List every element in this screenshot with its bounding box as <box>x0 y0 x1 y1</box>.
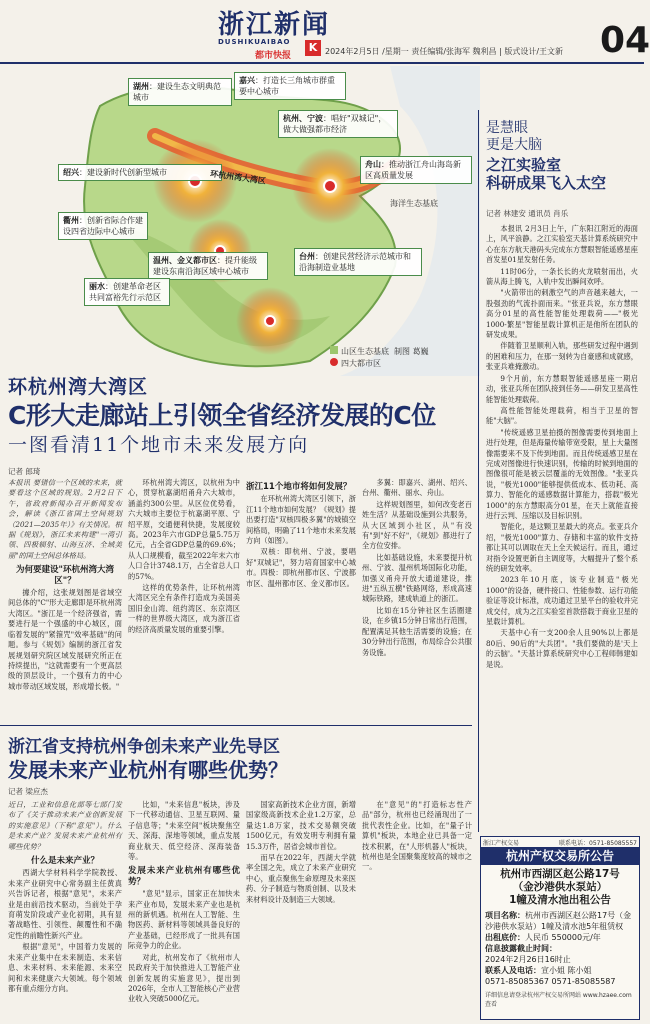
second-col-2 <box>128 800 240 1020</box>
second-paragraph: 西湖大学材料科学学院教授、未来产业研究中心常务副主任黄真兴告诉记者，根据"意见"，未来产业是由前沿技术驱动，当前处于孕育萌发阶段或产业化初期，具有显著战略性、引领性、颠覆性和不确定性的前瞻性新兴产业。 <box>8 868 122 940</box>
main-question-2: 浙江11个地市将如何发展？ <box>246 482 352 492</box>
column-separator <box>478 110 479 832</box>
node-ningbo <box>324 180 336 192</box>
notice-project: 项目名称：杭州市西湖区赵公路17号（金沙港供水泵站）1幢及清水池5年租赁权 <box>485 911 632 931</box>
notice-price: 出租底价：人民币 550000元/年 <box>485 933 601 942</box>
second-paragraph: 根据"意见"，中国着力发展的未来产业集中在未来制造、未来信息、未来材料、未来能源、未来空间和未来健康六大领域。每个领域都有重点细分方向。 <box>8 942 122 993</box>
main-paragraph: 在环杭州湾大湾区引领下，浙江11个地市如何发展？《规划》提出要打造"双核四极多翼"的城镇空间格局，明确了11个地市未来发展方向（如图）。 <box>246 494 356 546</box>
second-question-1: 什么是未来产业？ <box>30 856 99 867</box>
notice-address: 杭州市西湖区赵公路17号 （金沙港供水泵站） 1幢及清水池出租公告 <box>500 868 620 906</box>
main-subhead: 一图看清11个地市未来发展方向 <box>8 434 310 456</box>
main-col-3 <box>246 478 356 722</box>
second-kicker: 浙江省支持杭州争创未来产业先导区 <box>8 737 280 757</box>
callout-taizhou: 台州：创建民营经济示范城市和沿海制造业基地 <box>294 248 422 276</box>
property-exchange-notice <box>480 836 640 1020</box>
brand-logo-icon: K <box>305 40 321 56</box>
masthead <box>0 0 650 66</box>
second-col-4 <box>362 800 472 1020</box>
notice-body <box>481 907 639 990</box>
zhejiang-map <box>60 66 480 376</box>
main-headline: C形大走廊站上引领全省经济发展的C位 <box>8 401 436 430</box>
notice-contact: 联系人及电话：宣小姐 陈小姐 <box>485 966 592 975</box>
right-byline: 记者 林建安 通讯员 肖乐 <box>486 209 569 218</box>
main-paragraph: 多翼：即嘉兴、湖州、绍兴、台州、衢州、丽水、舟山。 <box>362 478 472 498</box>
main-col-4 <box>362 478 472 722</box>
right-kicker: 是慧眼 更是大脑 <box>486 120 542 153</box>
main-paragraph: 这样的优势条件，让环杭州湾大湾区完全有条件打造成为美国美国旧金山湾、纽约湾区、东京湾区一样的世界级大湾区，成为浙江省的经济高质量发展的重要引擎。 <box>128 583 240 634</box>
callout-wenzhou-jinyi: 温州、金义都市区：提升能级建设东南沿海区域中心城市 <box>148 252 268 280</box>
right-paragraph: 9个月前，东方慧眼智能遥感星座一期启动，张亚兵所在团队接到任务——研发卫星高性能智能处理载荷。 <box>486 373 638 404</box>
right-paragraph: "火箭带出的刺激空气的声音越来越大，一股强劲的气流扑面而来。"张亚兵说，东方慧眼高分01星的高性能智能处理载荷——"极光1000-繁星"智能星载计算机正是他所在团队的研发成果。 <box>486 288 638 340</box>
legend-eco-swatch-icon <box>330 346 338 354</box>
notice-phones: 0571-85085367 0571-85085587 <box>485 977 616 986</box>
second-lead: 近日，工业和信息化部等七部门发布了《关于推动未来产业创新发展的实施意见》（下称"意见"）。什么是未来产业？发展未来产业杭州有哪些优势？ <box>8 800 122 851</box>
section-divider <box>0 725 472 726</box>
legend-metro-dot-icon <box>330 358 338 366</box>
callout-zhoushan: 舟山：推动浙江舟山海岛新区高质量发展 <box>360 156 472 184</box>
ocean-belt-label: 海洋生态基底 <box>390 199 438 208</box>
right-paragraph: 本报讯 2月3日上午，广东阳江附近的海面上，风平浪静。之江实验室天基计算系统研究中心在东方航天港码头完成东方慧眼智能遥感星座首发星01星发射任务。 <box>486 224 638 265</box>
legend-eco: 山区生态基底 <box>330 346 389 357</box>
second-col-1 <box>8 800 122 1020</box>
main-lead: 本报讯 要错信一个区域的未来，就要看这个区域的规划。2月2日下午，省政府新闻办召开新闻发布会，解读《浙江省国土空间规划（2021—2035年）》有关情况。根据《规划》，浙江未来构建"一湾引领、四极辐射、山海互济、全域美丽"的国土空间总体格局。 <box>8 478 122 560</box>
callout-hangzhou-ningbo: 杭州、宁波：唱好"双城记"，做大做强都市经济 <box>278 110 398 138</box>
main-col-1 <box>8 478 122 722</box>
second-paragraph: 在"意见"的"打造标志性产品"部分，杭州也已经涌现出了一批代表性企业。比如，在"量子计算机"板块，本地企业已具备一定技术积累，在"人形机器人"板块，杭州也是全国聚集度较高的城市之一。 <box>362 800 472 872</box>
callout-quzhou: 衢州：创新省际合作建设四省边际中心城市 <box>58 212 148 240</box>
main-paragraph: 这样规划图里，如何改变老百姓生活？从基础设施到公共服务，从大区域到小社区，从"有没有"到"好不好"，《规划》都进行了全方位安排。 <box>362 499 472 551</box>
legend-metro: 四大都市区 <box>330 358 381 369</box>
right-paragraph: 2023年10月底，该专业制造"极光1000"的设备，硬件接口、性能参数、运行功能验证等设计标准，成功通过卫星平台的验收并完成交付，成为之江实验室首款搭载于商业卫星的星载计算机。 <box>486 575 638 627</box>
brand-name: 都市快报 <box>255 51 292 61</box>
right-paragraph: 高性能智能处理载荷，相当于卫星的智能"大脑"。 <box>486 405 638 426</box>
main-paragraph: 據介绍，这张规划图是省域空间总体的"C"形大走廊即是环杭州湾大湾区。"浙江是一个经济强省，需要进行是一个强盛的中心城区，面临着发展的"紧箍咒"效率基础"的问题。参与《规划》编制的浙江省发展规划研究院区域发展研究所正在持续提出，"这就需要有一个更高层级的顶层设计，一个强有力的中心城市带动区域发展，形成增长极。" <box>8 588 122 691</box>
second-byline: 记者 梁应杰 <box>8 787 48 796</box>
right-col <box>486 224 638 830</box>
main-byline: 记者 郎琦 <box>8 467 41 476</box>
second-col-3 <box>246 800 356 1020</box>
main-paragraph: 环杭州湾大湾区，以杭州为中心，贯穿杭嘉湖绍甬舟六大城市，涵盖约300公里。从区位优势看，六大城市主要位于杭嘉湖平原、宁绍平原，交通便利快捷，发展度较高。2023年六市GDP总量5.75万亿元，占全省GDP总量的69.6%；从人口规模看，截至2022年末六市人口合计3748.1万，占全省总人口的57%。 <box>128 478 240 581</box>
second-paragraph: 国家高新技术企业方面，新增国家级高新技术企业1.2万家，总量达1.8万家，技术交易额突破1500亿元，有效发明专利拥有量15.3万件，居省会城市首位。 <box>246 800 356 851</box>
main-paragraph: 比如基础设施，未来要提升杭州、宁波、温州机场国际化功能，加强义甬舟开放大通道建设，推进"五纵五横"铁路网络，形成高速城际铁路，建成轨道上的浙江。 <box>362 552 472 604</box>
callout-shaoxing: 绍兴：建设新时代创新型城市 <box>58 164 222 181</box>
second-paragraph: 而早在2022年，西湖大学就率全国之先，成立了未来产业研究中心，重点聚焦生命原理及未来医药、分子制造与物质创制、以及未来材料设计及制造三大领域。 <box>246 853 356 904</box>
second-paragraph: 对此，杭州发布了《杭州市人民政府关于加快推进人工智能产业创新发展的实施意见》，提出到2026年，全市人工智能核心产业营业收入突破5000亿元。 <box>128 952 240 1004</box>
section-title: 浙江新闻 <box>218 10 331 40</box>
right-paragraph: 天基中心有一支200余人且90%以上都是80后、90后的"大兵团"。"我们要做的是'天上的云脑'。"天基计算系统研究中心工程师韩建如是说。 <box>486 628 638 669</box>
second-headline: 发展未来产业杭州有哪些优势？ <box>8 758 288 782</box>
notice-footer: 详细信息请登录杭州产权交易所网站 www.hzaee.com 查看 <box>485 992 632 1008</box>
second-paragraph: "意见"显示，国家正在加快未来产业布局，发展未来产业也是杭州的新机遇。杭州在人工智能、生物医药、新材料等领域具备良好的产业基础，已经形成了一批具有国际竞争力的企业。 <box>128 889 240 951</box>
right-paragraph: 伴随着卫星顺利入轨，那些研发过程中遇到的困难和压力，在那一刻转为自豪感和成就感，张亚兵难掩激动。 <box>486 341 638 372</box>
callout-lishui: 丽水：创建革命老区共同富裕先行示范区 <box>84 278 170 306</box>
main-paragraph: 双核：即杭州、宁波，要唱好"双城记"，努力培育国家中心城市。四极：即杭州都市区、宁波都市区、温州都市区、金义都市区。 <box>246 547 356 588</box>
issue-meta: 2024年2月5日 /星期一 责任编辑/张海军 魏利昌 | 版式设计/王文新 <box>325 47 564 56</box>
bay-label: 环杭州湾大湾区 <box>209 169 267 186</box>
right-paragraph: 智能化，是这颗卫星最大的亮点。张亚兵介绍，"极光1000"算力、存储和丰富的软件支持都让其可以调取在天上全天候运行。而且，通过对指令设置更新自主调度等，大幅提升了整个系统的研发效率。 <box>486 522 638 573</box>
main-col-2 <box>128 478 240 722</box>
notice-title: 杭州产权交易所公告 <box>481 847 639 865</box>
right-paragraph: "传统遥感卫星拍摄的图像需要传到地面上进行处理，但是海量传输带宽受限，星上大量图像需要来不及下传到地面。而且传统遥感卫星在完成对图像进行快速识别，传输的时候到地面的图像很可能是被云层覆盖的无效图像。"张亚兵说，"极光1000"能够提供低成本、低功耗、高算力、智能化的遥感数据计算能力，搭载"极光1000"的东方慧眼高分01星，在天上就能直接进行云判、压缩以及目标识别。 <box>486 427 638 520</box>
callout-jiaxing: 嘉兴：打造长三角城市群重要中心城市 <box>234 72 346 100</box>
notice-top-line: 浙江产权交易 联系电话：0571-85085557 <box>483 840 637 847</box>
page-number: 04 <box>600 20 650 61</box>
map-credit: 制图 葛巍 <box>394 347 429 356</box>
second-question-2: 发展未来产业杭州有哪些优势？ <box>128 866 240 887</box>
second-paragraph: 比如，"未来信息"板块，涉及下一代移动通信、卫星互联网、量子信息等；"未来空间"板块聚焦空天、深海、深地等领域，重点发展商业航天、低空经济、深海装备等。 <box>128 800 240 862</box>
right-title: 之江实验室 科研成果飞入太空 <box>486 156 607 192</box>
right-paragraph: 11时06分，一条长长的火龙喷射而出，火箭从海上腾飞，入轨中发出瞬间欢呼。 <box>486 266 638 287</box>
callout-huzhou: 湖州：建设生态文明典范城市 <box>128 78 232 106</box>
main-question-1: 为何要建设"环杭州湾大湾区"？ <box>16 565 114 586</box>
notice-deadline: 信息披露截止时间： 2024年2月26日16时止 <box>485 944 571 964</box>
main-kicker: 环杭州湾大湾区 <box>8 376 149 398</box>
main-paragraph: 比如在15分钟社区生活圈建设，在乡镇15分钟日常出行范围，配置满足其他生活需要的设施；在30分钟出行范围，布局综合公共服务设施。 <box>362 605 472 657</box>
masthead-rule <box>0 62 644 64</box>
node-wenzhou <box>265 316 275 326</box>
brand-pinyin: DUSHIKUAIBAO <box>218 38 291 46</box>
